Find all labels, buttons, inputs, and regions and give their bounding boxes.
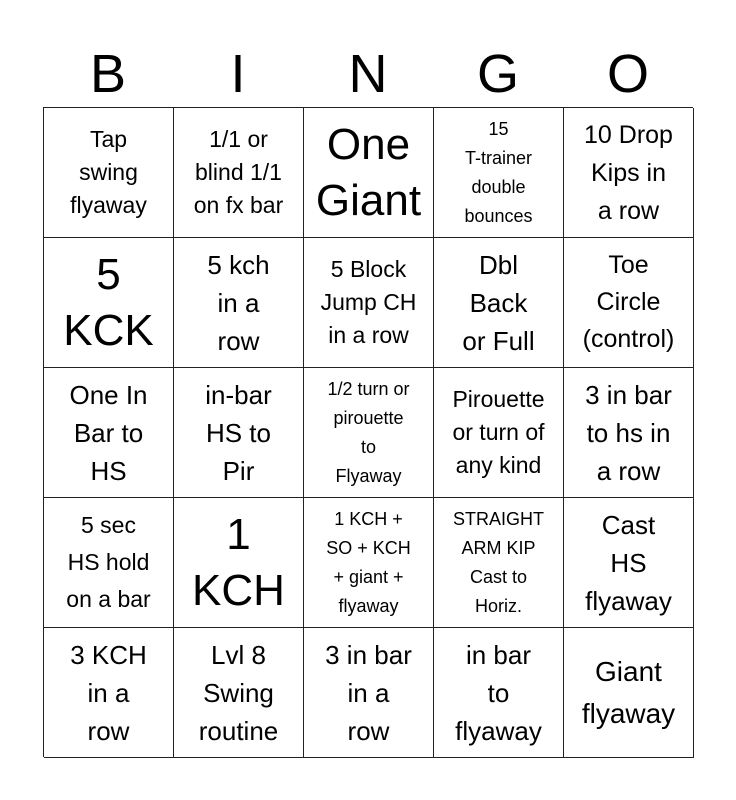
header-letter-o: O (606, 44, 649, 104)
bingo-cell-r3-c1[interactable]: One In Bar to HS (44, 368, 174, 498)
header-letter-g: G (476, 44, 519, 104)
bingo-cell-r4-c1[interactable]: 5 sec HS hold on a bar (44, 498, 174, 628)
bingo-cell-r1-c5[interactable]: 10 Drop Kips in a row (564, 108, 694, 238)
bingo-header (43, 42, 693, 106)
bingo-cell-r5-c3[interactable]: 3 in bar in a row (304, 628, 434, 758)
bingo-cell-r4-c3[interactable]: 1 KCH + SO + KCH + giant + flyaway (304, 498, 434, 628)
bingo-cell-r1-c4[interactable]: 15 T-trainer double bounces (434, 108, 564, 238)
bingo-cell-r1-c1[interactable]: Tap swing flyaway (44, 108, 174, 238)
bingo-cell-r3-c2[interactable]: in-bar HS to Pir (174, 368, 304, 498)
bingo-cell-r5-c4[interactable]: in bar to flyaway (434, 628, 564, 758)
header-letter-b: B (89, 44, 127, 104)
bingo-cell-r4-c4[interactable]: STRAIGHT ARM KIP Cast to Horiz. (434, 498, 564, 628)
bingo-grid (43, 107, 693, 757)
bingo-cell-r2-c3[interactable]: 5 Block Jump CH in a row (304, 238, 434, 368)
bingo-cell-r3-c4[interactable]: Pirouette or turn of any kind (434, 368, 564, 498)
bingo-cell-r1-c3[interactable]: One Giant (304, 108, 434, 238)
bingo-cell-r2-c1[interactable]: 5 KCK (44, 238, 174, 368)
bingo-cell-r5-c1[interactable]: 3 KCH in a row (44, 628, 174, 758)
bingo-cell-r5-c2[interactable]: Lvl 8 Swing routine (174, 628, 304, 758)
header-letter-i: I (230, 44, 246, 104)
bingo-cell-r4-c2[interactable]: 1 KCH (174, 498, 304, 628)
bingo-cell-r3-c3[interactable]: 1/2 turn or pirouette to Flyaway (304, 368, 434, 498)
bingo-cell-r1-c2[interactable]: 1/1 or blind 1/1 on fx bar (174, 108, 304, 238)
header-letter-n: N (348, 44, 388, 104)
bingo-cell-r2-c4[interactable]: Dbl Back or Full (434, 238, 564, 368)
bingo-cell-r2-c5[interactable]: Toe Circle (control) (564, 238, 694, 368)
bingo-cell-r3-c5[interactable]: 3 in bar to hs in a row (564, 368, 694, 498)
bingo-cell-r5-c5[interactable]: Giant flyaway (564, 628, 694, 758)
bingo-cell-r2-c2[interactable]: 5 kch in a row (174, 238, 304, 368)
bingo-cell-r4-c5[interactable]: Cast HS flyaway (564, 498, 694, 628)
